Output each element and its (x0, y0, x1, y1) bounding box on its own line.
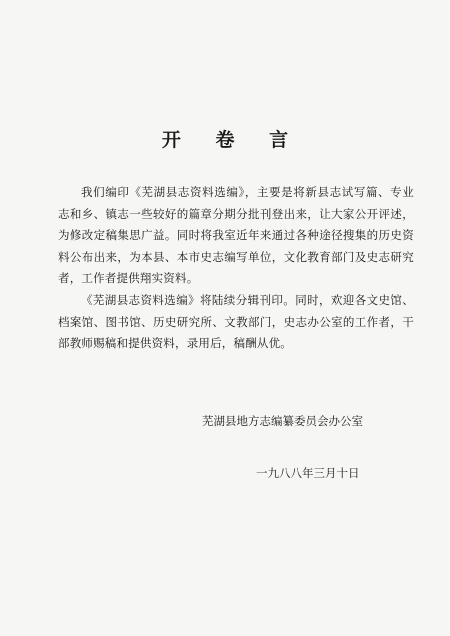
paragraph-2: 《芜湖县志资料选编》将陆续分辑刊印。同时，欢迎各文史馆、档案馆、图书馆、历史研究所、文教部门，史志办公室的工作者，干部教师赐稿和提供资料，录用后，稿酬从优。 (58, 292, 414, 351)
signature-office: 芜湖县地方志编纂委员会办公室 (202, 414, 363, 428)
document-date: 一九八八年三月十日 (256, 466, 360, 480)
document-body (58, 182, 414, 355)
document-title: 开 卷 言 (161, 129, 303, 151)
paragraph-1: 我们编印《芜湖县志资料选编》，主要是将新县志试写篇、专业志和乡、镇志一些较好的篇章分期分批刊登出来，让大家公开评述，为修改定稿集思广益。同时将我室近年来通过各种途径搜集的历史资料公布出来，为本县、本市史志编写单位，文化教育部门及史志研究者，工作者提供翔实资料。 (58, 185, 414, 286)
